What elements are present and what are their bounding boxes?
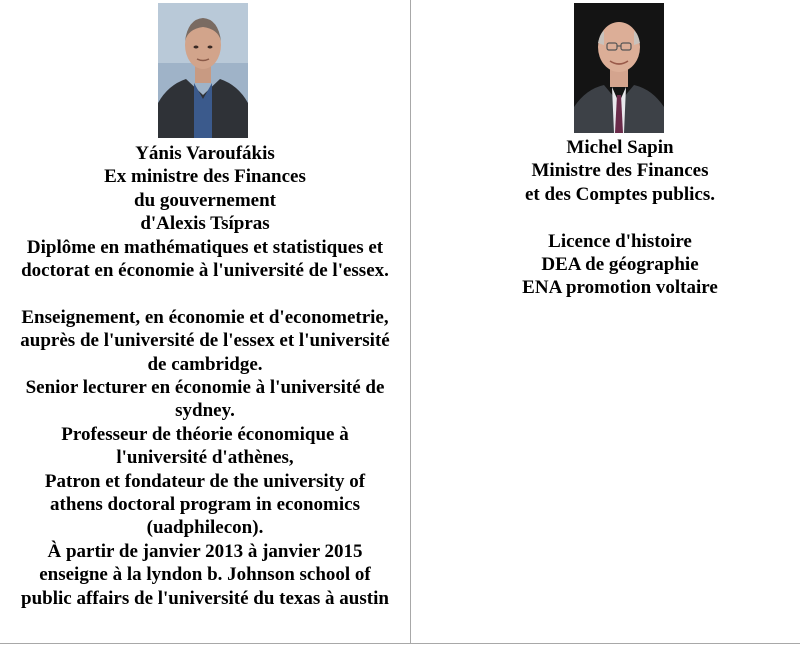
left-bio-line: Patron et fondateur de the university of <box>44 470 366 492</box>
column-divider <box>410 0 411 644</box>
right-bio-line: Licence d'histoire <box>548 230 692 252</box>
left-title-line: Ex ministre des Finances <box>104 166 306 188</box>
left-blank-line <box>0 282 410 305</box>
portrait-icon <box>158 3 248 138</box>
right-biography <box>420 136 800 300</box>
portrait-icon <box>574 3 664 133</box>
left-title-line: du gouvernement <box>134 189 276 211</box>
right-title-line: et des Comptes publics. <box>524 183 715 205</box>
left-bio-line: Professeur de théorie économique à <box>61 423 349 445</box>
right-portrait-photo <box>574 3 664 133</box>
right-title-line: Ministre des Finances <box>531 160 709 182</box>
right-name: Michel Sapin <box>566 137 674 158</box>
left-bio-line: l'université d'athènes, <box>116 447 294 469</box>
right-bio-line: DEA de géographie <box>541 254 699 276</box>
right-blank-line <box>420 206 800 229</box>
left-bio-line: Enseignement, en économie et d'econometrie, <box>21 306 389 328</box>
bottom-divider <box>0 643 800 644</box>
left-bio-line: doctorat en économie à l'université de l'essex. <box>21 260 389 282</box>
left-biography <box>0 142 410 610</box>
left-bio-line: auprès de l'université de l'essex et l'université <box>20 330 390 352</box>
left-bio-line: athens doctoral program in economics <box>50 494 360 516</box>
left-bio-line: sydney. <box>175 400 235 422</box>
left-bio-line: Diplôme en mathématiques et statistiques et <box>26 236 384 258</box>
right-bio-line: ENA promotion voltaire <box>522 277 718 299</box>
left-title-line: d'Alexis Tsípras <box>140 213 270 235</box>
left-bio-line: public affairs de l'université du texas à austin <box>21 587 389 609</box>
left-name: Yánis Varoufákis <box>135 143 275 164</box>
left-bio-line: (uadphilecon). <box>146 517 264 539</box>
left-portrait-photo <box>158 3 248 138</box>
left-bio-line: de cambridge. <box>147 353 263 375</box>
left-bio-line: enseigne à la lyndon b. Johnson school of <box>39 564 371 586</box>
left-bio-line: À partir de janvier 2013 à janvier 2015 <box>47 540 363 562</box>
left-bio-line: Senior lecturer en économie à l'université de <box>25 377 385 399</box>
